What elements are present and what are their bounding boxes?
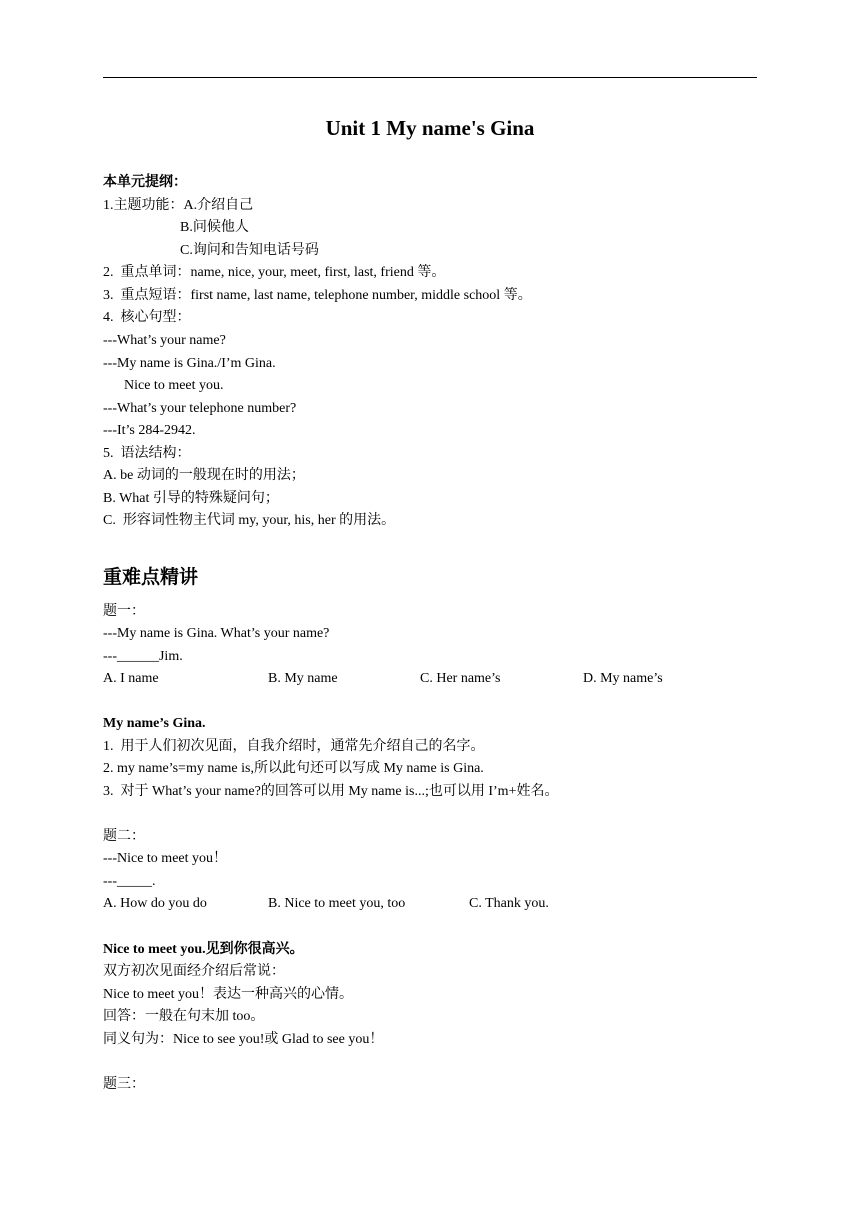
question-line: ---______Jim. (103, 649, 183, 664)
outline-line: B. What 引导的特殊疑问句； (103, 491, 279, 506)
note-line: 回答：一般在句末加 too。 (103, 1009, 265, 1024)
question-label: 题二： (103, 829, 145, 844)
option-b: B. Nice to meet you, too (268, 896, 406, 911)
question-label: 题三： (103, 1077, 145, 1092)
note-heading: My name’s Gina. (103, 716, 206, 731)
option-d: D. My name’s (583, 671, 663, 686)
question-line: ---_____. (103, 874, 156, 889)
option-b: B. My name (268, 671, 338, 686)
outline-line: 2. 重点单词：name, nice, your, meet, first, last, friend 等。 (103, 265, 446, 280)
question-options (103, 895, 743, 913)
outline-line: B.问候他人 (103, 220, 249, 235)
section-heading: 重难点精讲 (103, 566, 199, 588)
outline-line: 4. 核心句型： (103, 310, 191, 325)
note-line: 1. 用于人们初次见面，自我介绍时，通常先介绍自己的名字。 (103, 739, 485, 754)
outline-line: A. be 动词的一般现在时的用法； (103, 468, 305, 483)
outline-line: Nice to meet you. (103, 378, 224, 393)
option-c: C. Her name’s (420, 671, 501, 686)
outline-line: ---What’s your name? (103, 333, 226, 348)
question-line: ---Nice to meet you！ (103, 851, 228, 866)
question-line: ---My name is Gina. What’s your name? (103, 626, 330, 641)
outline-line: ---It’s 284-2942. (103, 423, 196, 438)
note-line: 双方初次见面经介绍后常说： (103, 964, 285, 979)
page-title: Unit 1 My name's Gina (325, 116, 535, 140)
note-line: 2. my name’s=my name is,所以此句还可以写成 My name is Gina. (103, 761, 484, 776)
outline-line: ---What’s your telephone number? (103, 401, 297, 416)
question-label: 题一： (103, 604, 145, 619)
question-options (103, 670, 743, 688)
outline-line: 3. 重点短语：first name, last name, telephone number, middle school 等。 (103, 288, 532, 303)
option-c: C. Thank you. (469, 896, 549, 911)
outline-line: 5. 语法结构： (103, 446, 191, 461)
outline-line: ---My name is Gina./I’m Gina. (103, 356, 276, 371)
option-a: A. How do you do (103, 896, 207, 911)
note-line: 3. 对于 What’s your name?的回答可以用 My name is...;也可以用 I’m+姓名。 (103, 784, 559, 799)
outline-line: C.询问和告知电话号码 (103, 243, 319, 258)
option-a: A. I name (103, 671, 159, 686)
outline-line: C. 形容词性物主代词 my, your, his, her 的用法。 (103, 513, 396, 528)
header-rule (103, 77, 757, 78)
note-line: Nice to meet you！表达一种高兴的心情。 (103, 987, 354, 1002)
note-line: 同义句为：Nice to see you!或 Glad to see you！ (103, 1032, 384, 1047)
outline-heading: 本单元提纲： (103, 175, 187, 190)
outline-line: 1.主题功能：A.介绍自己 (103, 198, 254, 213)
note-heading: Nice to meet you.见到你很高兴。 (103, 942, 304, 957)
